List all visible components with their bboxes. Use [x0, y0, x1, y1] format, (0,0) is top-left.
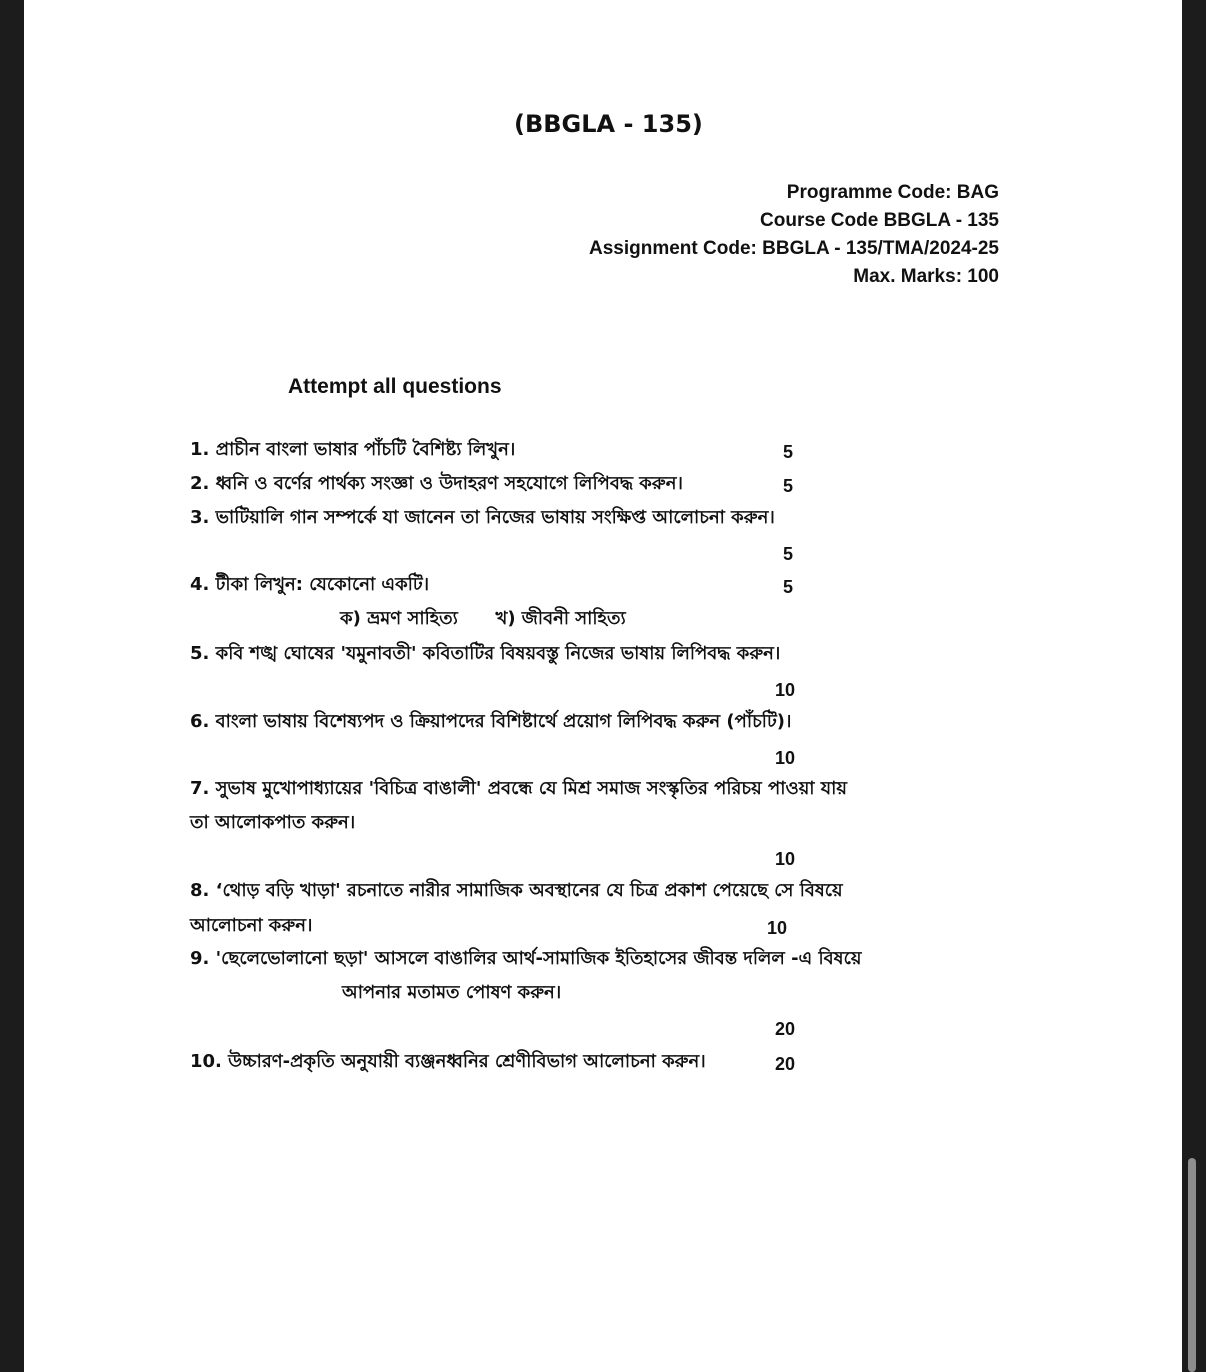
question-3-text: 3. ভাটিয়ালি গান সম্পর্কে যা জানেন তা নিজের ভাষায় সংক্ষিপ্ত আলোচনা করুন। [190, 507, 775, 528]
question-6-marks: 10 [775, 748, 796, 768]
question-2-text: 2. ধ্বনি ও বর্ণের পার্থক্য সংজ্ঞা ও উদাহরণ সহযোগে লিপিবদ্ধ করুন। [190, 473, 683, 494]
question-8-text: 8. ‘থোড় বড়ি খাড়া' রচনাতে নারীর সামাজিক অবস্থানের যে চিত্র প্রকাশ পেয়েছে সে বিষয়ে [190, 880, 843, 901]
question-9-marks: 20 [775, 1019, 796, 1039]
document-page [24, 0, 1182, 1372]
max-marks: Max. Marks: 100 [853, 266, 999, 287]
question-2-marks: 5 [783, 476, 794, 496]
question-9-text: 9. 'ছেলেভোলানো ছড়া' আসলে বাঙালির আর্থ-সামাজিক ইতিহাসের জীবন্ত দলিল -এ বিষয়ে [190, 948, 862, 969]
viewer-left-margin [0, 0, 24, 1372]
document-title: (BBGLA - 135) [514, 110, 703, 138]
course-code: Course Code BBGLA - 135 [760, 210, 999, 231]
question-4-options: ক) ভ্রমণ সাহিত্য খ) জীবনী সাহিত্য [340, 608, 626, 629]
question-6-text: 6. বাংলা ভাষায় বিশেষ্যপদ ও ক্রিয়াপদের বিশিষ্টার্থে প্রয়োগ লিপিবদ্ধ করুন (পাঁচটি)। [190, 711, 792, 732]
question-1-text: 1. প্রাচীন বাংলা ভাষার পাঁচটি বৈশিষ্ট্য লিখুন। [190, 439, 516, 460]
scrollbar-thumb[interactable] [1188, 1158, 1196, 1372]
question-4-marks: 5 [783, 577, 794, 597]
question-10-marks: 20 [775, 1054, 796, 1074]
question-8-text-cont: আলোচনা করুন। [190, 915, 313, 936]
assignment-code: Assignment Code: BBGLA - 135/TMA/2024-25 [589, 238, 999, 259]
instruction-heading: Attempt all questions [288, 375, 502, 398]
question-7-marks: 10 [775, 849, 796, 869]
question-4-text: 4. টীকা লিখুন: যেকোনো একটি। [190, 574, 430, 595]
question-3-marks: 5 [783, 544, 794, 564]
question-7-text-cont: তা আলোকপাত করুন। [190, 812, 356, 833]
question-9-text-cont: আপনার মতামত পোষণ করুন। [342, 982, 562, 1003]
question-5-text: 5. কবি শঙ্খ ঘোষের 'যমুনাবতী' কবিতাটির বিষয়বস্তু নিজের ভাষায় লিপিবদ্ধ করুন। [190, 643, 781, 664]
question-7-text: 7. সুভাষ মুখোপাধ্যায়ের 'বিচিত্র বাঙালী' প্রবন্ধে যে মিশ্র সমাজ সংস্কৃতির পরিচয় পাওয়া যায় [190, 778, 847, 799]
programme-code: Programme Code: BAG [786, 182, 999, 203]
question-8-marks: 10 [767, 918, 788, 938]
question-10-text: 10. উচ্চারণ-প্রকৃতি অনুযায়ী ব্যঞ্জনধ্বনির শ্রেণীবিভাগ আলোচনা করুন। [190, 1051, 706, 1072]
question-5-marks: 10 [775, 680, 796, 700]
question-1-marks: 5 [783, 442, 794, 462]
